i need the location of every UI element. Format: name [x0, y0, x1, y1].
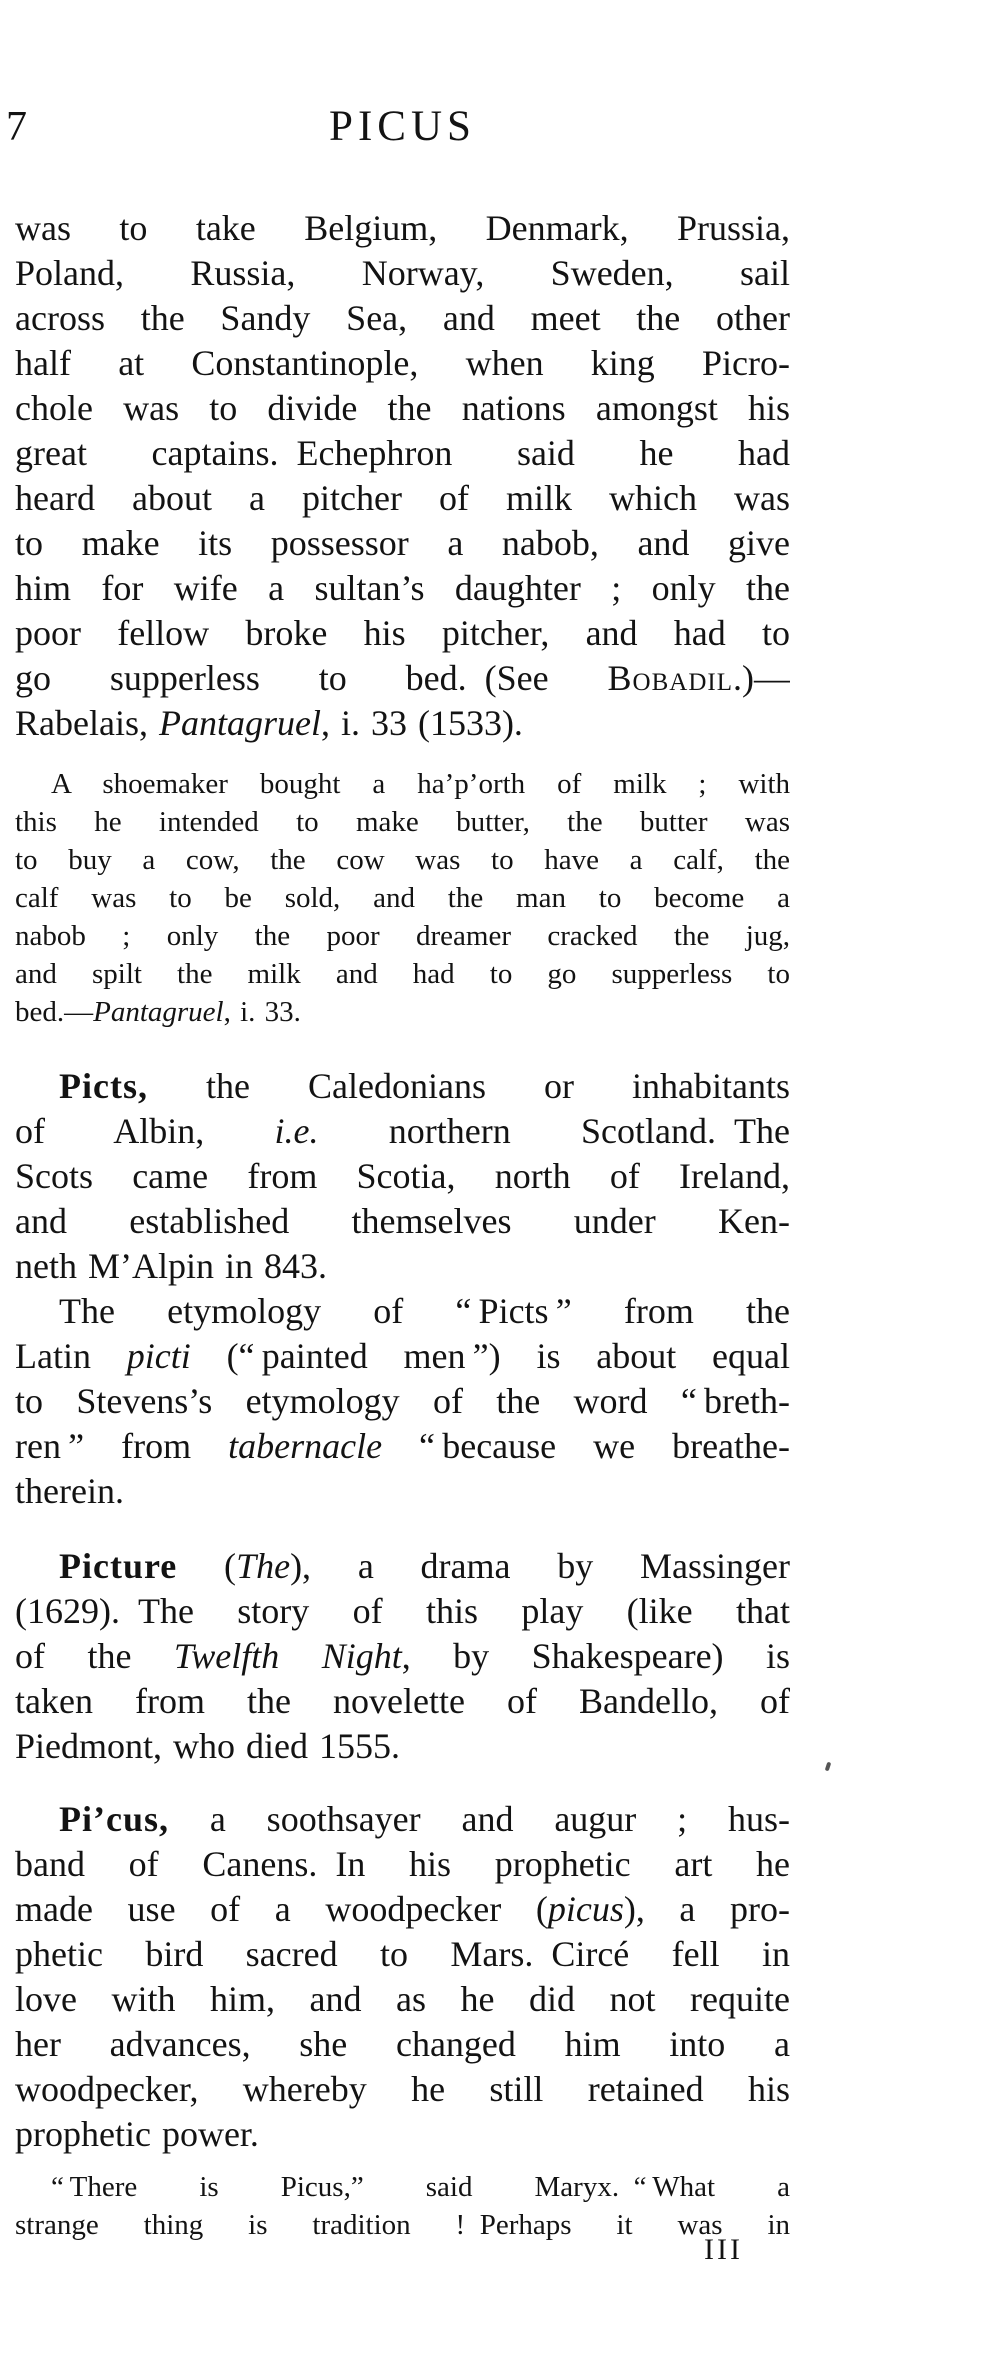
- text-line: [15, 1424, 790, 1469]
- text-segment: love with him, and as he did not requite: [15, 1979, 790, 2019]
- text-segment: Scots came from Scotia, north of Ireland,: [15, 1156, 790, 1196]
- text-line: [15, 1199, 790, 1244]
- text-line: [15, 2206, 790, 2244]
- text-line: [15, 1544, 790, 1589]
- text-segment: (: [177, 1546, 237, 1586]
- text-segment: her advances, she changed him into a: [15, 2024, 790, 2064]
- text-segment: Poland, Russia, Norway, Sweden, sail: [15, 253, 790, 293]
- text-line: [15, 1724, 790, 1769]
- text-line: [15, 765, 790, 803]
- text-line: [15, 879, 790, 917]
- quote-shoemaker: [15, 765, 790, 1031]
- text-segment: Piedmont, who died 1555.: [15, 1726, 400, 1766]
- text-line: [15, 1634, 790, 1679]
- text-line: [15, 1064, 790, 1109]
- text-line: [15, 1932, 790, 1977]
- text-segment: chole was to divide the nations amongst his: [15, 388, 790, 428]
- text-segment: Pantagruel: [158, 703, 321, 743]
- entry-picts: [15, 1064, 790, 1289]
- text-segment: “ There is Picus,” said Maryx. “ What a: [51, 2171, 790, 2203]
- entry-picture: [15, 1544, 790, 1769]
- text-line: [15, 296, 790, 341]
- text-segment: picus: [547, 1889, 624, 1929]
- text-segment: him for wife a sultan’s daughter ; only the: [15, 568, 790, 608]
- text-line: [15, 1469, 790, 1514]
- text-line: [15, 2022, 790, 2067]
- text-segment: ), a pro-: [623, 1889, 790, 1929]
- text-segment: northern Scotland. The: [318, 1111, 790, 1151]
- text-line: [15, 1842, 790, 1887]
- text-line: [15, 1334, 790, 1379]
- text-line: [15, 841, 790, 879]
- running-head: PICUS: [329, 103, 476, 150]
- text-line: [15, 1977, 790, 2022]
- page-number: 7: [6, 104, 27, 150]
- text-line: [15, 521, 790, 566]
- text-segment: woodpecker, whereby he still retained his: [15, 2069, 790, 2109]
- para-etymology: [15, 1289, 790, 1514]
- text-line: [15, 1679, 790, 1724]
- text-segment: great captains. Echephron said he had: [15, 433, 790, 473]
- text-line: [15, 341, 790, 386]
- text-line: [15, 955, 790, 993]
- text-line: [15, 1379, 790, 1424]
- text-segment: ), a drama by Massinger: [290, 1546, 790, 1586]
- text-segment: taken from the novelette of Bandello, of: [15, 1681, 790, 1721]
- text-segment: Pantagruel: [93, 996, 224, 1028]
- text-line: [15, 2067, 790, 2112]
- text-segment: made use of a woodpecker (: [15, 1889, 548, 1929]
- text-line: [15, 1589, 790, 1634]
- text-segment: The etymology of “ Picts ” from the: [59, 1291, 790, 1331]
- quote-maryx: [15, 2168, 790, 2244]
- text-segment: of the: [15, 1636, 174, 1676]
- text-segment: and established themselves under Ken-: [15, 1201, 790, 1241]
- text-line: [15, 1244, 790, 1289]
- text-segment: ren ” from: [15, 1426, 229, 1466]
- text-line: [15, 1797, 790, 1842]
- text-segment: to Stevens’s etymology of the word “ breth-: [15, 1381, 790, 1421]
- text-segment: i.e.: [274, 1111, 319, 1151]
- scan-artifact: [825, 1762, 832, 1772]
- text-segment: nabob ; only the poor dreamer cracked the jug,: [15, 920, 790, 952]
- text-line: [15, 917, 790, 955]
- text-segment: Picture: [59, 1546, 178, 1586]
- text-line: [15, 1887, 790, 1932]
- text-segment: go supperless to bed. (See: [15, 658, 608, 698]
- entry-picus: [15, 1797, 790, 2157]
- text-line: [15, 656, 790, 701]
- text-segment: half at Constantinople, when king Picro-: [15, 343, 790, 383]
- text-segment: calf was to be sold, and the man to become a: [15, 882, 790, 914]
- text-segment: heard about a pitcher of milk which was: [15, 478, 790, 518]
- text-line: [15, 2112, 790, 2157]
- text-segment: strange thing is tradition ! Perhaps it was in: [15, 2209, 790, 2241]
- text-segment: , i. 33.: [223, 996, 301, 1028]
- text-line: [15, 701, 790, 746]
- text-line: [15, 206, 790, 251]
- text-segment: “ because we breathe-: [382, 1426, 790, 1466]
- text-line: [15, 2168, 790, 2206]
- text-line: [15, 566, 790, 611]
- text-segment: a soothsayer and augur ; hus-: [169, 1799, 790, 1839]
- text-line: [15, 386, 790, 431]
- text-segment: neth M’Alpin in 843.: [15, 1246, 327, 1286]
- text-line: [15, 1289, 790, 1334]
- text-segment: , by Shakespeare) is: [401, 1636, 790, 1676]
- text-segment: Bobadil: [607, 658, 733, 698]
- para-picrochole: [15, 206, 790, 746]
- text-segment: of Albin,: [15, 1111, 275, 1151]
- text-segment: .)—: [733, 658, 790, 698]
- text-segment: The: [236, 1546, 291, 1586]
- text-segment: Picts,: [59, 1066, 148, 1106]
- text-segment: A shoemaker bought a ha’p’orth of milk ; with: [51, 768, 790, 800]
- text-line: [15, 611, 790, 656]
- text-segment: to buy a cow, the cow was to have a calf, the: [15, 844, 790, 876]
- text-segment: prophetic power.: [15, 2114, 259, 2154]
- text-segment: therein.: [15, 1471, 124, 1511]
- text-segment: tabernacle: [228, 1426, 383, 1466]
- text-line: [15, 431, 790, 476]
- text-segment: Latin: [15, 1336, 127, 1376]
- text-segment: (1629). The story of this play (like that: [15, 1591, 790, 1631]
- text-segment: , i. 33 (1533).: [320, 703, 523, 743]
- text-segment: poor fellow broke his pitcher, and had to: [15, 613, 790, 653]
- text-segment: Rabelais,: [15, 703, 159, 743]
- text-segment: this he intended to make butter, the butter was: [15, 806, 790, 838]
- text-segment: bed.—: [15, 996, 94, 1028]
- text-segment: phetic bird sacred to Mars. Circé fell in: [15, 1934, 790, 1974]
- text-segment: picti: [126, 1336, 191, 1376]
- text-column: [15, 0, 790, 2244]
- text-line: [15, 803, 790, 841]
- text-segment: and spilt the milk and had to go supperless to: [15, 958, 790, 990]
- text-line: [15, 1154, 790, 1199]
- text-segment: to make its possessor a nabob, and give: [15, 523, 790, 563]
- text-segment: was to take Belgium, Denmark, Prussia,: [15, 208, 790, 248]
- text-segment: Twelfth Night: [173, 1636, 402, 1676]
- signature-mark: III: [704, 2233, 743, 2266]
- text-line: [15, 251, 790, 296]
- text-line: [15, 993, 790, 1031]
- text-segment: band of Canens. In his prophetic art he: [15, 1844, 790, 1884]
- text-segment: across the Sandy Sea, and meet the other: [15, 298, 790, 338]
- text-line: [15, 1109, 790, 1154]
- text-line: [15, 476, 790, 521]
- text-segment: Pi’cus,: [59, 1799, 169, 1839]
- text-segment: (“ painted men ”) is about equal: [190, 1336, 790, 1376]
- text-segment: the Caledonians or inhabitants: [147, 1066, 790, 1106]
